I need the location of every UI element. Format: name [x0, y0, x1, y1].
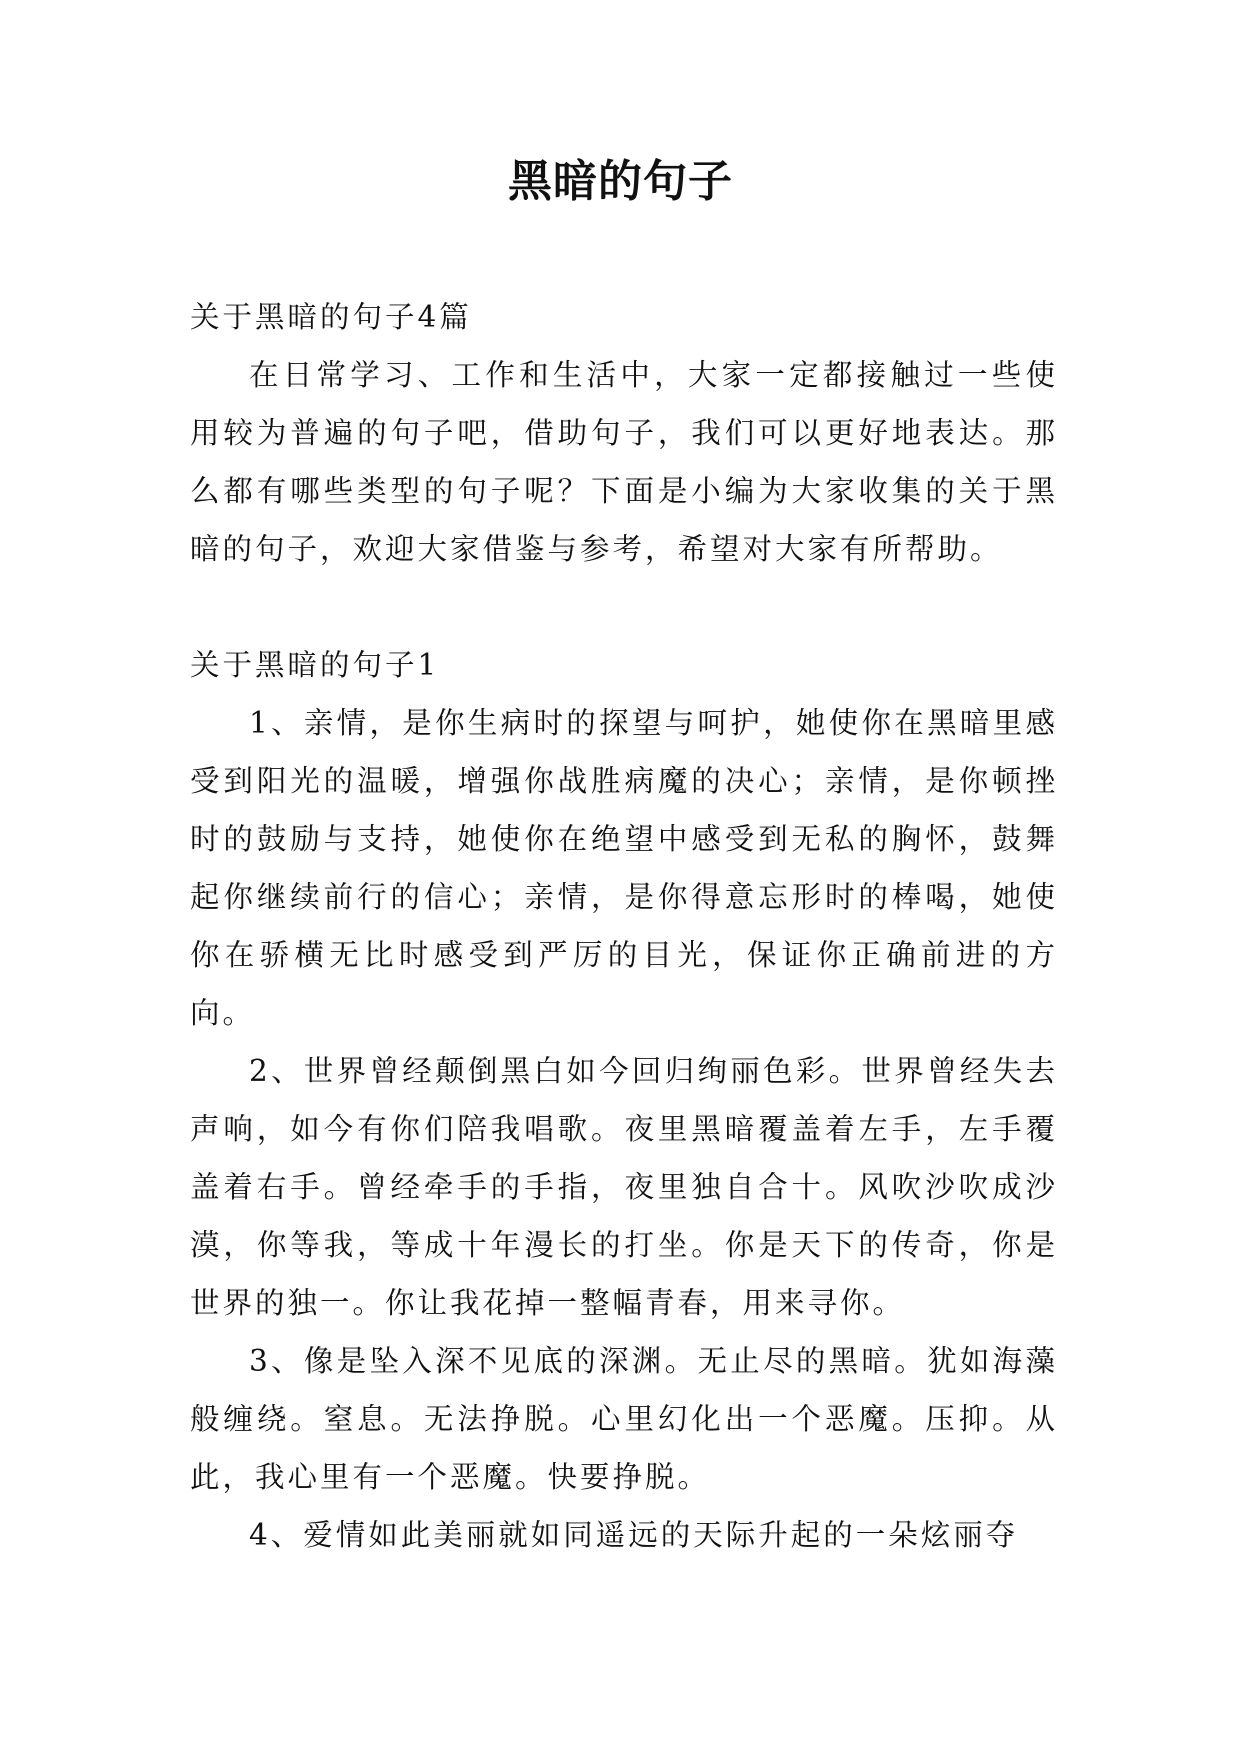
- document-subtitle: 关于黑暗的句子4篇: [190, 300, 472, 334]
- sentence-paragraph-4: 4、爱情如此美丽就如同遥远的天际升起的一朵炫丽夺: [249, 1518, 1019, 1552]
- intro-paragraph: 在日常学习、工作和生活中，大家一定都接触过一些使用较为普遍的句子吧，借助句子，我们可以更好地表达。那么都有哪些类型的句子呢？下面是小编为大家收集的关于黑暗的句子，欢迎大家借鉴与参考，希望对大家有所帮助。: [190, 358, 1058, 566]
- sentence-paragraph-1: 1、亲情，是你生病时的探望与呵护，她使你在黑暗里感受到阳光的温暖，增强你战胜病魔的决心；亲情，是你顿挫时的鼓励与支持，她使你在绝望中感受到无私的胸怀，鼓舞起你继续前行的信心；亲情，是你得意忘形时的棒喝，她使你在骄横无比时感受到严厉的目光，保证你正确前进的方向。: [190, 706, 1058, 1030]
- section-heading: 关于黑暗的句子1: [190, 648, 440, 682]
- sentence-paragraph-2: 2、世界曾经颠倒黑白如今回归绚丽色彩。世界曾经失去声响，如今有你们陪我唱歌。夜里黑暗覆盖着左手，左手覆盖着右手。曾经牵手的手指，夜里独自合十。风吹沙吹成沙漠，你等我，等成十年漫长的打坐。你是天下的传奇，你是世界的独一。你让我花掉一整幅青春，用来寻你。: [190, 1054, 1058, 1320]
- section-spacer: [190, 578, 1058, 636]
- document-title: 黑暗的句子: [508, 156, 733, 207]
- document-body: [190, 288, 1058, 1564]
- sentence-paragraph-3: 3、像是坠入深不见底的深渊。无止尽的黑暗。犹如海藻般缠绕。窒息。无法挣脱。心里幻化出一个恶魔。压抑。从此，我心里有一个恶魔。快要挣脱。: [190, 1344, 1058, 1494]
